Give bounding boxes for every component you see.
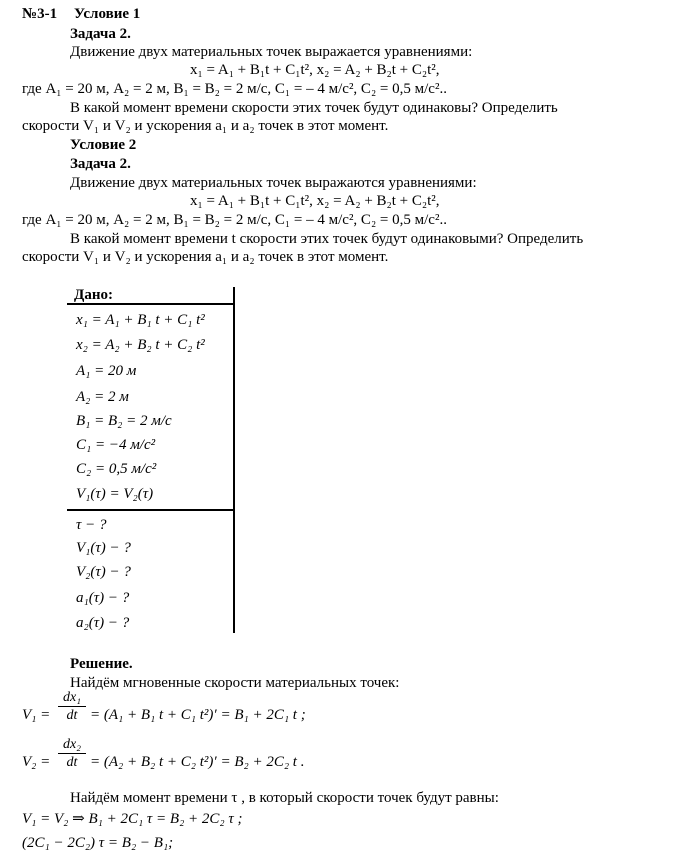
- v2-derivative: [58, 736, 86, 771]
- condition2-title: Условие 2: [70, 137, 137, 153]
- v1-denominator: dt: [66, 708, 78, 723]
- find-item: V₂(τ) − ?: [76, 564, 131, 580]
- v2-numerator: dx₂: [58, 736, 86, 754]
- condition1-equations: x₁ = A₁ + B₁t + C₁t², x₂ = A₂ + B₂t + C₂t²,: [190, 62, 440, 78]
- solution-line-2: Найдём момент времени τ , в который скорости точек будут равны:: [70, 790, 499, 806]
- solution-title: Решение.: [70, 656, 133, 672]
- given-item: B₁ = B₂ = 2 м/с: [76, 413, 172, 429]
- find-item: a₁(τ) − ?: [76, 590, 130, 606]
- given-item: x₁ = A₁ + B₁ t + C₁ t²: [76, 312, 205, 328]
- given-item: C₁ = −4 м/с²: [76, 437, 156, 453]
- condition2-intro: Движение двух материальных точек выражаются уравнениями:: [70, 175, 477, 191]
- condition1-question-1: В какой момент времени скорости этих точек будут одинаковы? Определить: [70, 100, 558, 116]
- condition1-question-2: скорости V₁ и V₂ и ускорения a₁ и a₂ точек в этот момент.: [22, 118, 389, 134]
- condition1-title: Условие 1: [74, 6, 141, 22]
- condition1-task: Задача 2.: [70, 26, 131, 42]
- given-item: x₂ = A₂ + B₂ t + C₂ t²: [76, 337, 205, 353]
- given-item: A₁ = 20 м: [76, 363, 137, 379]
- find-item: V₁(τ) − ?: [76, 540, 131, 556]
- v1-rhs: = (A₁ + B₁ t + C₁ t²)′ = B₁ + 2C₁ t ;: [90, 707, 306, 723]
- v1-derivative: [58, 689, 86, 724]
- solution-line-1: Найдём мгновенные скорости материальных точек:: [70, 675, 400, 691]
- v1-lhs: V₁ =: [22, 707, 51, 723]
- find-item: τ − ?: [76, 517, 107, 533]
- condition2-task: Задача 2.: [70, 156, 131, 172]
- problem-number: №3-1: [22, 6, 58, 22]
- tau-equation: (2C₁ − 2C₂) τ = B₂ − B₁;: [22, 835, 174, 851]
- given-top-line: [67, 303, 235, 305]
- find-item: a₂(τ) − ?: [76, 615, 130, 631]
- given-item: V₁(τ) = V₂(τ): [76, 486, 154, 502]
- condition1-intro: Движение двух материальных точек выражается уравнениями:: [70, 44, 473, 60]
- given-separator-line: [67, 509, 235, 511]
- given-item: C₂ = 0,5 м/с²: [76, 461, 157, 477]
- condition1-params: где A₁ = 20 м, A₂ = 2 м, B₁ = B₂ = 2 м/с, C₁ = – 4 м/с², C₂ = 0,5 м/с²..: [22, 81, 447, 97]
- v2-lhs: V₂ =: [22, 754, 51, 770]
- given-title: Дано:: [74, 287, 113, 303]
- v1-numerator: dx₁: [58, 689, 86, 707]
- equality-equation: V₁ = V₂ ⇒ B₁ + 2C₁ τ = B₂ + 2C₂ τ ;: [22, 811, 243, 827]
- condition2-question-1: В какой момент времени t скорости этих точек будут одинаковыми? Определить: [70, 231, 584, 247]
- v2-rhs: = (A₂ + B₂ t + C₂ t²)′ = B₂ + 2C₂ t .: [90, 754, 305, 770]
- given-item: A₂ = 2 м: [76, 389, 129, 405]
- condition2-equations: x₁ = A₁ + B₁t + C₁t², x₂ = A₂ + B₂t + C₂t²,: [190, 193, 440, 209]
- condition2-params: где A₁ = 20 м, A₂ = 2 м, B₁ = B₂ = 2 м/с, C₁ = – 4 м/с², C₂ = 0,5 м/с²..: [22, 212, 447, 228]
- v2-denominator: dt: [66, 755, 78, 770]
- given-vertical-line: [233, 287, 235, 633]
- condition2-question-2: скорости V₁ и V₂ и ускорения a₁ и a₂ точек в этот момент.: [22, 249, 389, 265]
